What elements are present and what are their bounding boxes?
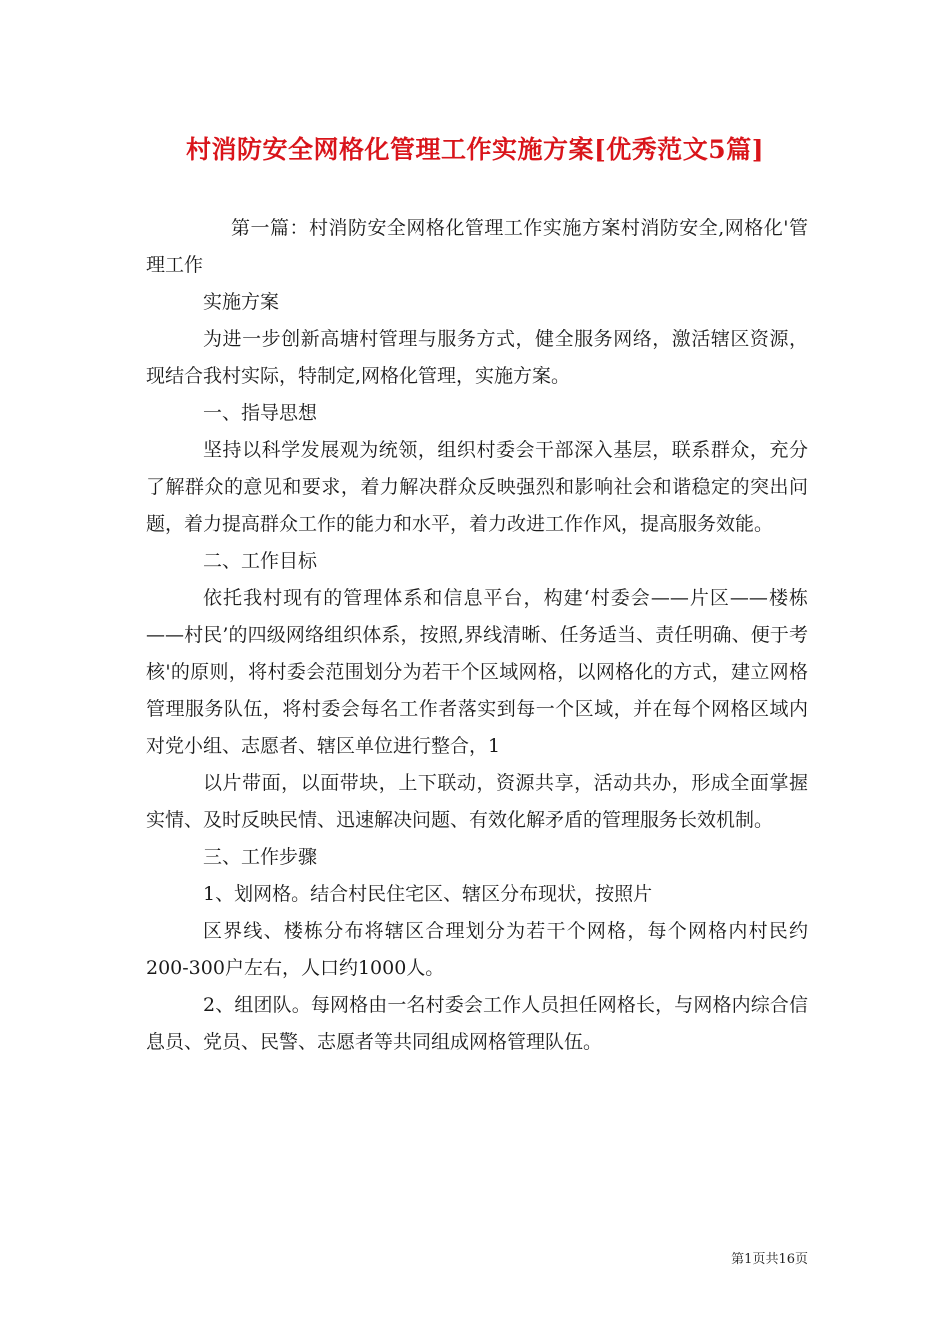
paragraph-step-2: 2、组团队。每网格由一名村委会工作人员担任网格长，与网格内综合信息员、党员、民警、志愿者等共同组成网格管理队伍。 xyxy=(146,994,808,1053)
paragraph-work-goals: 依托我村现有的管理体系和信息平台，构建‘村委会——片区——楼栋——村民’的四级网络组织体系，按照,界线清晰、任务适当、责任明确、便于考核'的原则，将村委会范围划分为若干个区域网格，以网格化的方式，建立网格管理服务队伍，将村委会每名工作者落实到每一个区域，并在每个网格区域内对党小组、志愿者、辖区单位进行整合，1 xyxy=(146,587,808,757)
document-title: 村消防安全网格化管理工作实施方案[优秀范文5篇] xyxy=(185,135,765,164)
page-number-footer: 第1页共16页 xyxy=(731,1252,808,1267)
paragraph-guiding-ideology: 坚持以科学发展观为统领，组织村委会干部深入基层，联系群众，充分了解群众的意见和要求，着力解决群众反映强烈和影响社会和谐稳定的突出问题，着力提高群众工作的能力和水平，着力改进工作作风，提高服务效能。 xyxy=(146,439,808,535)
paragraph-step-1-continued: 区界线、楼栋分布将辖区合理划分为若干个网格，每个网格内村民约200-300户左右，人口约1000人。 xyxy=(146,920,808,979)
paragraph-heading-first-article: 第一篇：村消防安全网格化管理工作实施方案村消防安全,网格化'管理工作 xyxy=(146,217,808,276)
paragraph-step-1: 1、划网格。结合村民住宅区、辖区分布现状，按照片 xyxy=(203,883,653,905)
paragraph-mechanism: 以片带面，以面带块，上下联动，资源共享，活动共办，形成全面掌握实情、及时反映民情、迅速解决问题、有效化解矛盾的管理服务长效机制。 xyxy=(146,772,808,831)
document-body xyxy=(146,210,808,1061)
section-heading-work-goals: 二、工作目标 xyxy=(203,550,318,572)
paragraph-intro: 为进一步创新高塘村管理与服务方式，健全服务网络，激活辖区资源，现结合我村实际，特制定,网格化管理，实施方案。 xyxy=(146,328,808,387)
paragraph-plan-label: 实施方案 xyxy=(203,291,280,313)
section-heading-work-steps: 三、工作步骤 xyxy=(203,846,318,868)
section-heading-guiding-ideology: 一、指导思想 xyxy=(203,402,318,424)
